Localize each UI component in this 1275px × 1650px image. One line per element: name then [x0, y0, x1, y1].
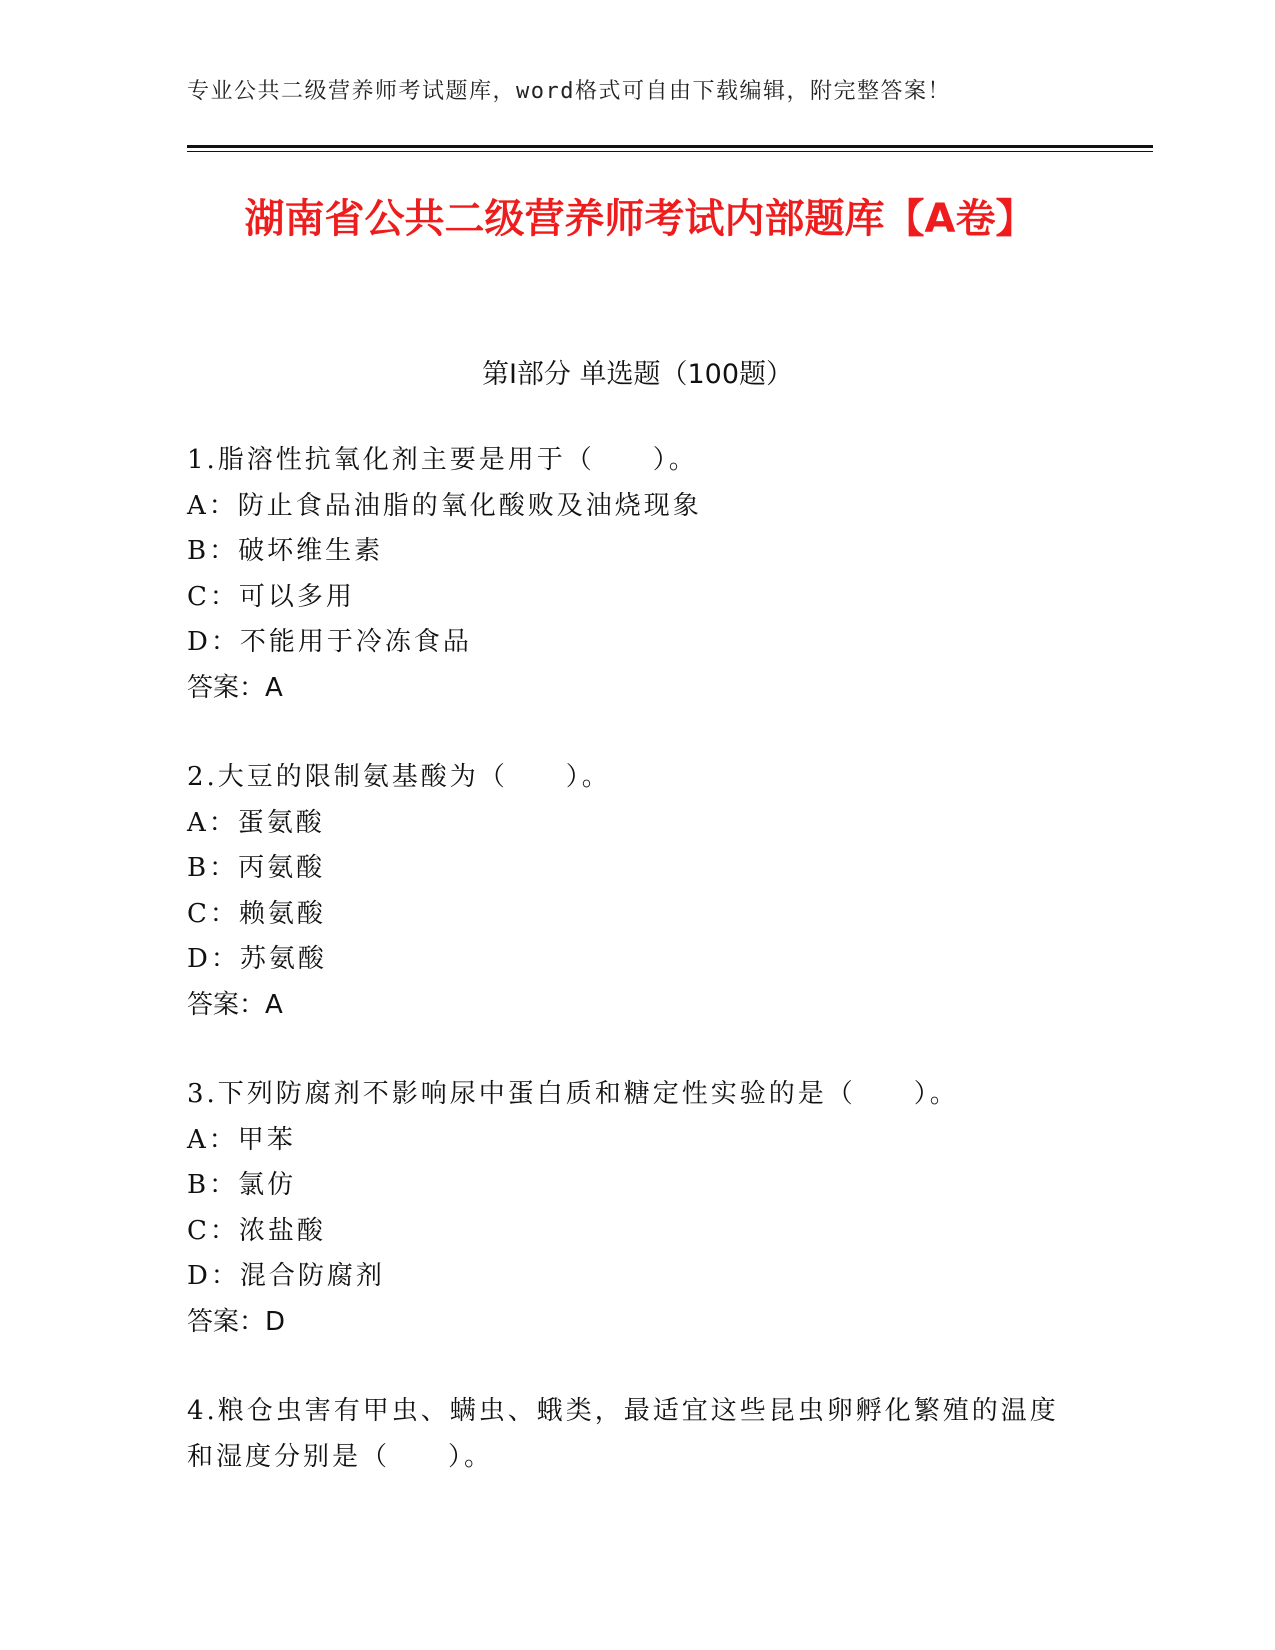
question-4: [187, 1389, 1087, 1480]
question-text: 1.脂溶性抗氧化剂主要是用于（ ）。: [187, 445, 698, 475]
document-title: 湖南省公共二级营养师考试内部题库【A卷】: [244, 196, 1036, 242]
option-c: C：赖氨酸: [187, 898, 326, 929]
option-a: A：防止食品油脂的氧化酸败及油烧现象: [187, 490, 702, 521]
option-d: D：混合防腐剂: [187, 1261, 385, 1291]
question-text: 4.粮仓虫害有甲虫、螨虫、蛾类，最适宜这些昆虫卵孵化繁殖的温度和湿度分别是（ ）。: [187, 1396, 1059, 1472]
option-b: B：丙氨酸: [187, 853, 326, 883]
header-rule-thin: [187, 151, 1153, 152]
option-c: C：浓盐酸: [187, 1215, 326, 1246]
option-d: D：不能用于冷冻食品: [187, 627, 472, 657]
header-note: 专业公共二级营养师考试题库，word格式可自由下载编辑，附完整答案！: [187, 79, 951, 104]
answer: 答案：D: [187, 1306, 286, 1337]
option-b: B：破坏维生素: [187, 536, 384, 566]
answer: 答案：A: [187, 672, 283, 703]
section-title: 第Ⅰ部分 单选题（100题）: [481, 359, 794, 390]
question-list: [187, 438, 1087, 1524]
question-2: [187, 755, 1087, 1028]
option-a: A：甲苯: [187, 1124, 296, 1155]
option-d: D：苏氨酸: [187, 944, 327, 974]
option-b: B：氯仿: [187, 1170, 297, 1200]
option-c: C：可以多用: [187, 581, 355, 612]
question-1: [187, 438, 1087, 711]
question-3: [187, 1072, 1087, 1345]
answer: 答案：A: [187, 989, 283, 1020]
option-a: A：蛋氨酸: [187, 807, 325, 838]
header-rule-thick: [187, 145, 1153, 148]
question-text: 3.下列防腐剂不影响尿中蛋白质和糖定性实验的是（ ）。: [187, 1079, 959, 1109]
question-text: 2.大豆的限制氨基酸为（ ）。: [187, 762, 611, 792]
